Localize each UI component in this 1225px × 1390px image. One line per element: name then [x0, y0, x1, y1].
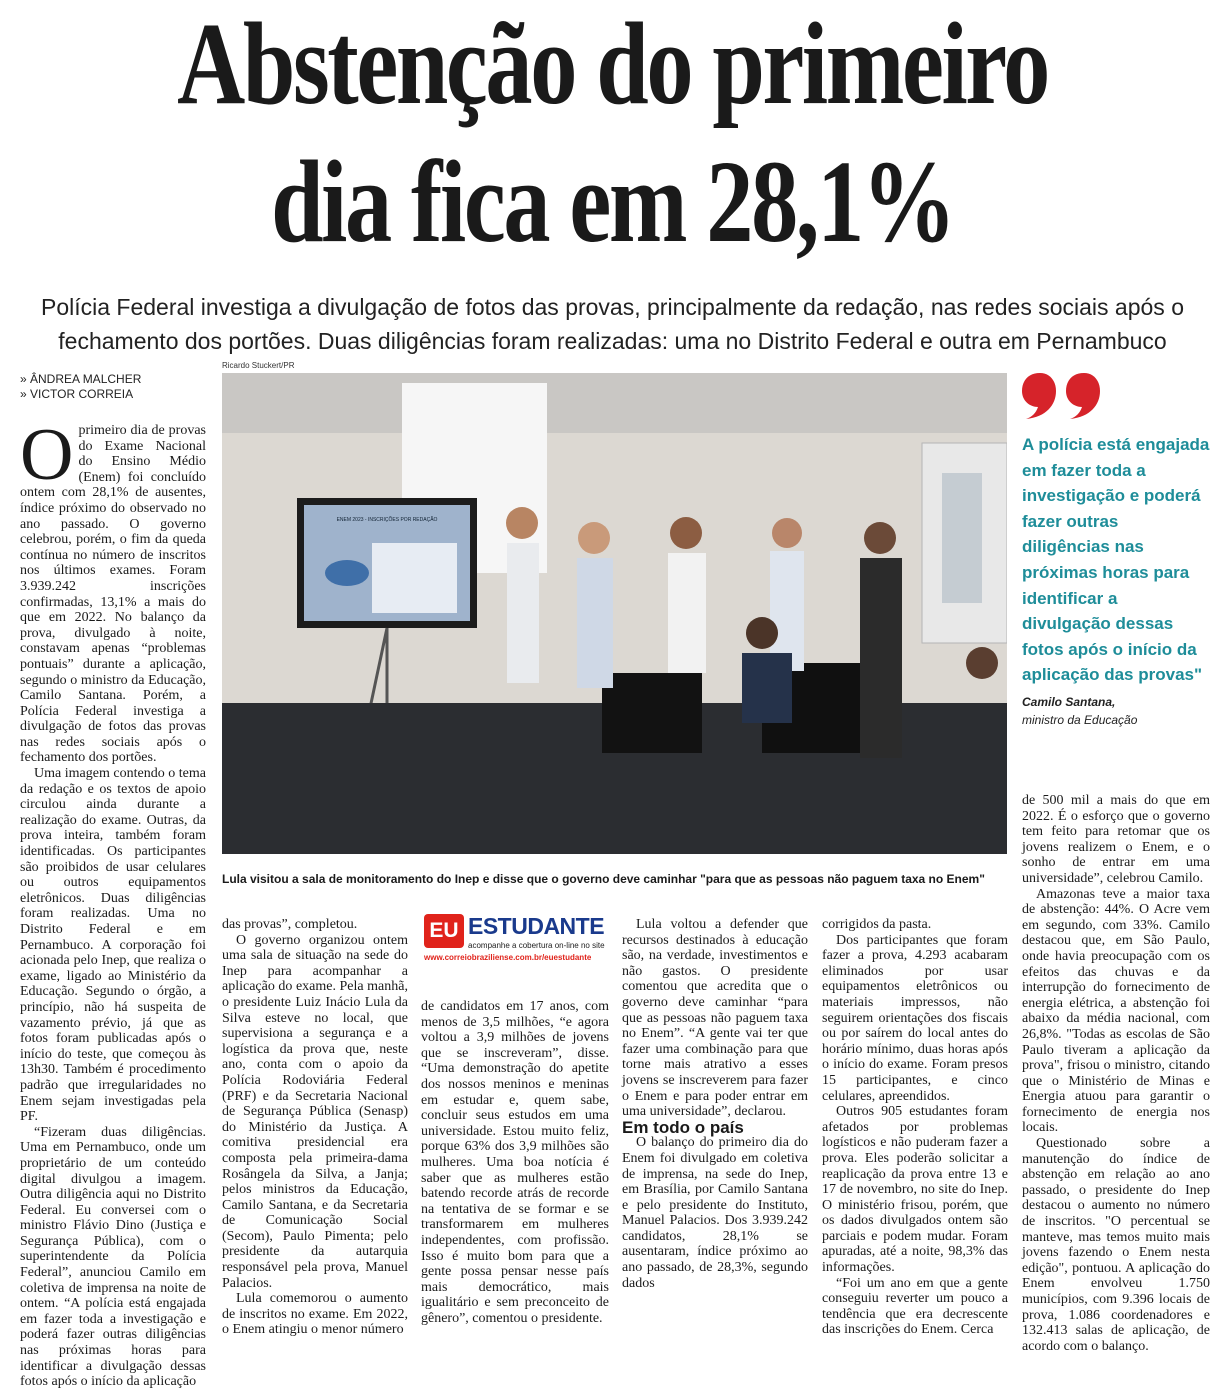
paragraph: “Foi um ano em que a gente conseguiu reverter um pouco a tendência que era decrescente das inscrições do Enem. Cerca	[822, 1275, 1008, 1338]
paragraph: “Fizeram duas diligências. Uma em Pernambuco, onde um proprietário de um conteúdo digital divulgou a imagem. Outra diligência aqui no Distrito Federal. Eu conversei com o ministro Flávio Dino (Justiça e Segurança Pública), com o superintendente da Polícia Federal”, anunciou Camilo em coletiva de imprensa na noite de ontem. “A polícia está engajada em fazer toda a investigação e poderá fazer outras diligências nas próximas horas para identificar a divulgação dessas fotos após o início da aplicação	[20, 1124, 206, 1390]
promo-title: ESTUDANTE	[468, 913, 605, 939]
paragraph: Questionado sobre a manutenção do índice de abstenção em relação ao ano passado, o presidente do Inep destacou o aumento no número de inscritos. "O percentual se manteve, mas temos muito mais jovens fazendo o Enem nesta edição", pontuou. A aplicação do Enem envolveu 1.750 municípios, com 9.396 locais de prova, 1.086 coordenadores e 132.413 salas de aplicação, de acordo com o balanço.	[1022, 1136, 1210, 1354]
byline-author-2: » VICTOR CORREIA	[20, 387, 134, 401]
article-column-4	[622, 917, 808, 1291]
paragraph: Uma imagem contendo o tema da redação e os textos de apoio circulou ainda durante a realização do exame. Outras, da prova inteira, também foram identificadas. Os participantes são proibidos de usar celulares ou outros equipamentos eletrônicos. Duas diligências foram realizadas. Uma no Distrito Federal e em Pernambuco. A corporação foi acionada pelo Inep, que realiza o exame, ligado ao Ministério da Educação. Segundo o órgão, a princípio, não há suspeita de vazamento prévio, já que as fotos foram publicadas após o início do teste, que começou às 13h30. Também é procedimento padrão que irregularidades no Enem sejam investigadas pela PF.	[20, 766, 206, 1125]
paragraph: corrigidos da pasta.	[822, 917, 932, 932]
paragraph: Outros 905 estudantes foram afetados por problemas logísticos e não puderam fazer a prova. Eles poderão solicitar a reaplicação da prova entre 13 e 17 de novembro, no site do Inep. O ministério frisou, porém, que os dados divulgados ontem são parciais e podem mudar. Foram apuradas, até a noite, 98,3% das informações.	[822, 1104, 1008, 1276]
quote-author-role: ministro da Educação	[1022, 713, 1138, 727]
news-photo	[222, 373, 1007, 854]
eu-estudante-promo[interactable]	[422, 911, 610, 967]
eu-estudante-logo: EU	[424, 914, 464, 948]
paragraph: Dos participantes que foram fazer a prova, 4.293 acabaram eliminados por usar equipamentos eletrônicos ou materiais impressos, não seguirem orientações dos fiscais ou por saírem do local antes do horário mínimo, duas horas após o início do exame. Foram presos 15 participantes, e cinco celulares, apreendidos.	[822, 932, 1008, 1104]
article-column-6	[1022, 793, 1210, 1354]
section-subhead: Em todo o país	[622, 1117, 744, 1137]
article-column-2	[222, 917, 408, 1338]
promo-url-link[interactable]: www.correiobraziliense.com.br/euestudante	[424, 953, 592, 962]
photo-caption: Lula visitou a sala de monitoramento do Inep e disse que o governo deve caminhar "para que as pessoas não paguem taxa no Enem"	[222, 872, 985, 886]
article-column-5	[822, 917, 1008, 1338]
byline-author-1: » ÂNDREA MALCHER	[20, 372, 142, 386]
paragraph: Lula voltou a defender que recursos destinados à educação são, na verdade, investimentos e não gastos. O presidente comentou que acredita que o governo deve caminhar “para que as pessoas não paguem taxa no Enem”. “A gente vai ter que fazer uma combinação para que torne mais atrativo a esses jovens se inscreverem para fazer o Enem e para poder entrar em uma universidade”, declarou.	[622, 917, 808, 1120]
screen-title: ENEM 2023 - INSCRIÇÕES POR REDAÇÃO	[336, 517, 438, 523]
paragraph: de candidatos em 17 anos, com menos de 3,5 milhões, “e agora voltou a 3,9 milhões de jovens que se inscreveram”, disse. “Uma demonstração do apetite dos nossos meninos e meninas em estudar e, quem sabe, concluir seus estudos em uma universidade. Estou muito feliz, porque 63% dos 3,9 milhões são mulheres. Uma boa notícia é saber que as mulheres estão batendo recorde atrás de recorde na tentativa de se formar e se transformarem em mulheres independentes, com profissão. Isso é muito bom para que a gente possa pensar nesse país mais democrático, mais igualitário e sem preconceito de gênero”, comentou o presidente.	[421, 999, 609, 1326]
paragraph: de 500 mil a mais do que em 2022. É o esforço que o governo tem feito para retomar que os jovens realizem o Enem, e o sonho de entrar em uma universidade”, celebrou Camilo.	[1022, 793, 1210, 886]
pull-quote-text: A polícia está engajada em fazer toda a investigação e poderá fazer outras diligências nas próximas horas para identificar a divulgação dessas fotos após o início da aplicação das provas"	[1022, 435, 1210, 685]
headline-line-1: Abstenção do primeiro	[177, 0, 1048, 129]
article-column-1	[20, 414, 206, 1390]
pull-quote-attribution	[1022, 693, 1137, 729]
photo-credit: Ricardo Stuckert/PR	[222, 361, 295, 370]
deck-subheadline: Polícia Federal investiga a divulgação de fotos das provas, principalmente da redação, nas redes sociais após o fechamento dos portões. Duas diligências foram realizadas: uma no Distrito Federal e outra em Pernambuco	[40, 294, 1184, 354]
paragraph: O balanço do primeiro dia do Enem foi divulgado em coletiva de imprensa, na sede do Inep, em Brasília, por Camilo Santana e pelo presidente do Instituto, Manuel Palacios. Dos 3.939.242 candidatos, 28,1% se ausentaram, índice próximo ao ano passado, de 28,3%, segundo dados	[622, 1135, 808, 1291]
paragraph: primeiro dia de provas do Exame Nacional do Ensino Médio (Enem) foi concluído ontem com 28,1% de ausentes, índice próximo do observado no ano passado. O governo celebrou, porém, o fim da queda contínua no número de inscritos nos últimos exames. Foram 3.939.242 inscrições confirmadas, 13,1% a mais do que em 2022. No balanço da prova, divulgado à noite, constavam apenas “problemas pontuais” durante a aplicação, segundo o ministro da Educação, Camilo Santana. Porém, a Polícia Federal investiga a divulgação de fotos das provas nas redes sociais após o fechamento dos portões.	[20, 423, 206, 766]
promo-subtitle: acompanhe a cobertura on-line no site	[468, 941, 605, 950]
paragraph: Lula comemorou o aumento de inscritos no exame. Em 2022, o Enem atingiu o menor número	[222, 1291, 408, 1338]
byline	[20, 372, 141, 402]
drop-cap: O	[20, 414, 74, 496]
quote-author-name: Camilo Santana,	[1022, 695, 1116, 709]
paragraph: das provas”, completou.	[222, 917, 358, 932]
headline-line-2: dia fica em 28,1%	[271, 136, 954, 267]
photo-illustration	[222, 373, 1007, 854]
article-column-3	[421, 999, 609, 1326]
paragraph: O governo organizou ontem uma sala de situação na sede do Inep para acompanhar a aplicação do exame. Pela manhã, o presidente Luiz Inácio Lula da Silva esteve no local, que supervisiona a segurança e a logística da prova que, neste ano, conta com o apoio da Polícia Rodoviária Federal (PRF) e da Secretaria Nacional de Segurança Pública (Senasp) do Ministério da Justiça. A comitiva presidencial era composta pela primeira-dama Rosângela da Silva, a Janja; pelos ministros da Educação, Camilo Santana, e da Secretaria de Comunicação Social (Secom), Paulo Pimenta; pelo presidente da autarquia responsável pela prova, Manuel Palacios.	[222, 932, 408, 1291]
paragraph: Amazonas teve a maior taxa de abstenção: 44%. O Acre vem em segundo, com 33%. Camilo destacou que, em São Paulo, onde havia preocupação com os efeitos das chuvas e da interrupção do fornecimento de energia elétrica, a abstenção foi abaixo da média nacional, com 26,8%. "Todas as escolas de São Paulo tiveram a aplicação da prova", frisou o ministro, citando que o Ministério de Minas e Energia atuou para garantir o fornecimento de energia nos locais.	[1022, 886, 1210, 1136]
quote-mark-icon	[1022, 373, 1102, 426]
